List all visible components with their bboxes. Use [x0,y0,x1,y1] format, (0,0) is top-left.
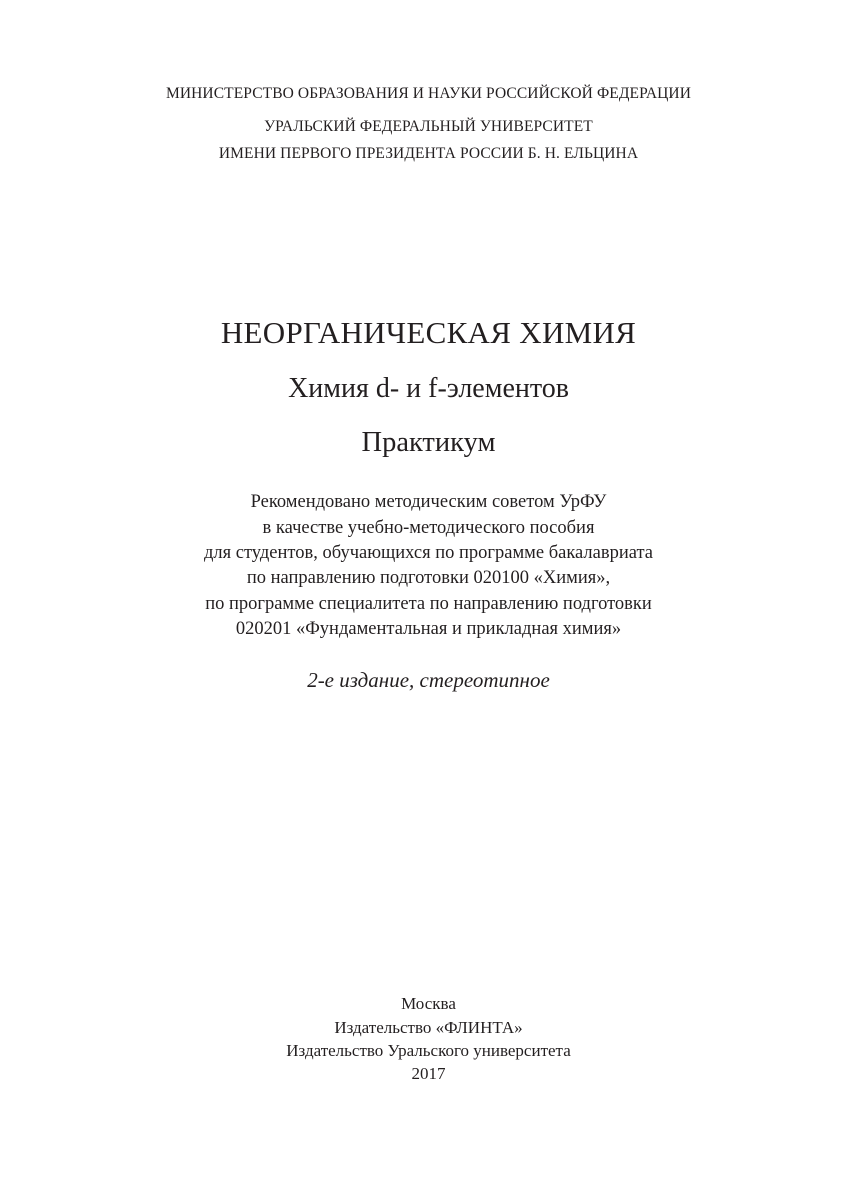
imprint-city: Москва [401,994,456,1013]
book-type: Практикум [361,427,496,458]
recommendation-line: 020201 «Фундаментальная и прикладная химия» [235,619,622,639]
recommendation-line: в качестве учебно-методического пособия [262,518,595,538]
university-name-line2: ИМЕНИ ПЕРВОГО ПРЕЗИДЕНТА РОССИИ Б. Н. ЕЛЬЦИНА [218,145,639,162]
recommendation-line: по направлению подготовки 020100 «Химия», [246,568,611,588]
recommendation-line: для студентов, обучающихся по программе бакалавриата [203,543,654,563]
book-title: НЕОРГАНИЧЕСКАЯ ХИМИЯ [220,315,637,350]
imprint-year: 2017 [411,1064,446,1083]
imprint-publisher-flinta: Издательство «ФЛИНТА» [334,1018,523,1037]
recommendation-line: Рекомендовано методическим советом УрФУ [250,492,607,512]
book-subtitle: Химия d- и f-элементов [288,373,569,404]
imprint-publisher-ural: Издательство Уральского университета [286,1041,571,1060]
edition-note: 2-е издание, стереотипное [307,668,550,692]
recommendation-line: по программе специалитета по направлению подготовки [205,594,652,614]
ministry-header: МИНИСТЕРСТВО ОБРАЗОВАНИЯ И НАУКИ РОССИЙСКОЙ ФЕДЕРАЦИИ [165,85,692,102]
university-name-line1: УРАЛЬСКИЙ ФЕДЕРАЛЬНЫЙ УНИВЕРСИТЕТ [264,118,593,135]
